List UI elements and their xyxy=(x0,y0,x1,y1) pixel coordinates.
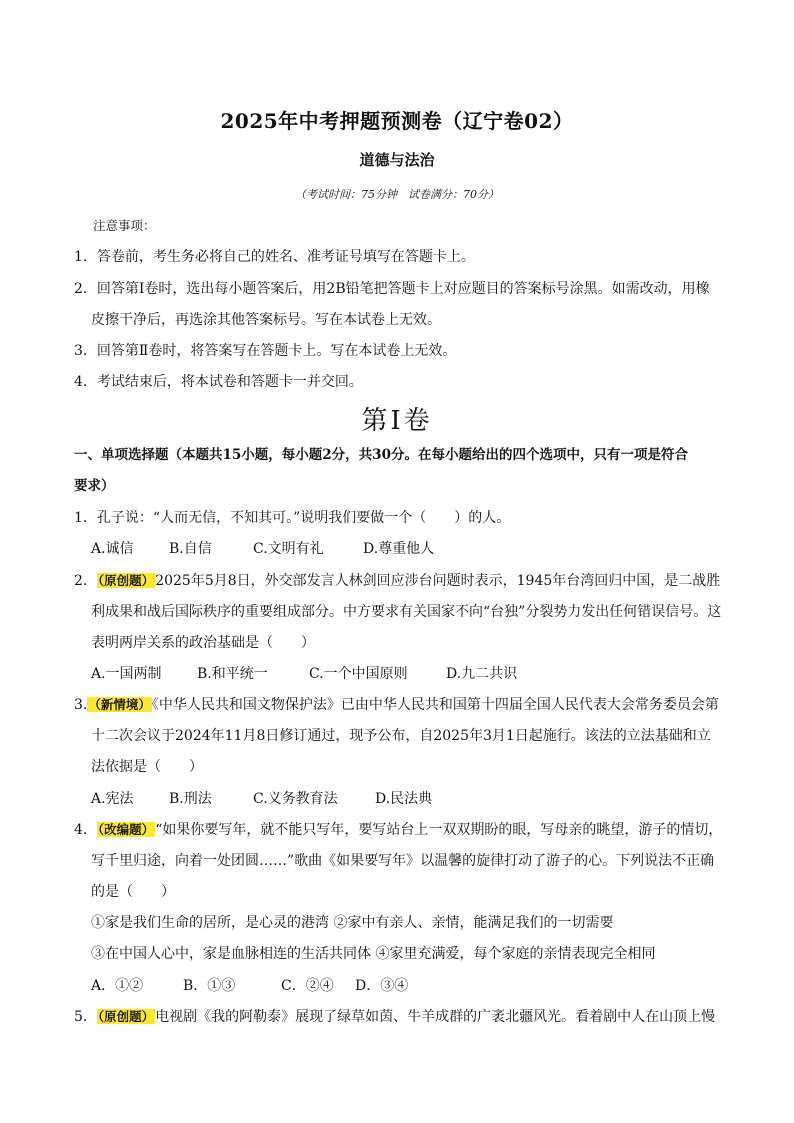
option-b: B.刑法 xyxy=(169,791,212,807)
question-4-text: “如果你要写年，就不能只写年，要写站台上一双双期盼的眼，写母亲的眺望，游子的情切， xyxy=(155,822,723,838)
notice-item: 4．考试结束后，将本试卷和答题卡一并交回。 xyxy=(74,374,363,390)
option-c: C．②④ xyxy=(281,978,334,994)
question-number: 4． xyxy=(74,822,97,838)
question-4-options xyxy=(91,976,408,996)
question-2-line: 表明两岸关系的政治基础是（ ） xyxy=(91,635,315,651)
volume-title: 第Ⅰ卷 xyxy=(361,406,433,436)
question-1-options xyxy=(91,539,434,559)
question-2-text: 2025年5月8日，外交部发言人林剑回应涉台问题时表示，1945年台湾回归中国，是二战胜 xyxy=(155,573,721,589)
question-4-line: 写千里归途，向着一处团圆……”歌曲《如果要写年》以温馨的旋律打动了游子的心。下列说法不正确 xyxy=(91,853,715,869)
question-tag: （新情境） xyxy=(88,697,151,712)
question-4-line xyxy=(74,820,722,840)
question-3-line xyxy=(74,695,719,715)
question-2-options xyxy=(91,664,517,684)
question-1-stem: 1．孔子说：“人而无信，不知其可。”说明我们要做一个（ ）的人。 xyxy=(74,510,511,526)
option-d: D.民法典 xyxy=(375,791,433,807)
notice-item: 2．回答第Ⅰ卷时，选出每小题答案后，用2B铅笔把答题卡上对应题目的答案标号涂黑。如需改动，用橡 xyxy=(74,281,710,297)
option-b: B.和平统一 xyxy=(197,666,268,682)
option-d: D．③④ xyxy=(355,978,409,994)
question-5-text: 电视剧《我的阿勒泰》展现了绿草如茵、牛羊成群的广袤北疆风光。看着剧中人在山顶上慢 xyxy=(155,1009,716,1025)
question-number: 5． xyxy=(74,1009,97,1025)
question-3-options xyxy=(91,789,432,809)
question-number: 2． xyxy=(74,573,97,589)
question-number: 3. xyxy=(74,697,88,713)
option-a: A.一国两制 xyxy=(91,666,162,682)
question-2-line: 利成果和战后国际秩序的重要组成部分。中方要求有关国家不向“台独”分裂势力发出任何错误信号。这 xyxy=(91,604,722,620)
option-b: B．①③ xyxy=(183,978,236,994)
question-2-line xyxy=(74,571,720,591)
option-a: A.诚信 xyxy=(91,541,134,557)
option-c: C.义务教育法 xyxy=(253,791,338,807)
question-3-text: 《中华人民共和国文物保护法》已由中华人民共和国第十四届全国人民代表大会常务委员会第 xyxy=(151,697,719,713)
notice-heading: 注意事项： xyxy=(93,218,156,233)
section-heading: 一、单项选择题（本题共15小题，每小题2分，共30分。在每小题给出的四个选项中，只有一项是符合 xyxy=(74,447,688,463)
option-b: B.自信 xyxy=(169,541,212,557)
question-4-line: 的是（ ） xyxy=(91,884,175,900)
question-tag: （原创题） xyxy=(97,1009,155,1024)
option-a: A．①② xyxy=(91,978,144,994)
notice-item: 3．回答第Ⅱ卷时，将答案写在答题卡上。写在本试卷上无效。 xyxy=(74,343,457,359)
option-d: D.九二共识 xyxy=(446,666,518,682)
exam-info: （考试时间：75分钟 试卷满分：70分） xyxy=(295,188,499,201)
question-tag: （原创题） xyxy=(97,573,155,588)
option-c: C.一个中国原则 xyxy=(309,666,408,682)
option-d: D.尊重他人 xyxy=(363,541,435,557)
subject-title: 道德与法治 xyxy=(359,151,435,169)
question-5-line xyxy=(74,1007,715,1027)
question-4-statement: ③在中国人心中，家是血脉相连的生活共同体 ④家里充满爱，每个家庭的亲情表现完全相同 xyxy=(91,946,656,962)
option-c: C.文明有礼 xyxy=(253,541,324,557)
question-3-line: 法依据是（ ） xyxy=(91,759,203,775)
question-4-statement: ①家是我们生命的居所，是心灵的港湾 ②家中有亲人、亲情，能满足我们的一切需要 xyxy=(91,915,614,931)
option-a: A.宪法 xyxy=(91,791,134,807)
question-tag: （改编题） xyxy=(97,822,155,837)
notice-item: 1．答卷前，考生务必将自己的姓名、准考证号填写在答题卡上。 xyxy=(74,249,475,265)
exam-title: 2025年中考押题预测卷（辽宁卷02） xyxy=(220,109,574,133)
notice-item-continued: 皮擦干净后，再选涂其他答案标号。写在本试卷上无效。 xyxy=(91,312,441,328)
section-heading-continued: 要求） xyxy=(74,478,115,494)
question-3-line: 十二次会议于2024年11月8日修订通过，现予公布，自2025年3月1日起施行。该法的立法基础和立 xyxy=(91,728,711,744)
